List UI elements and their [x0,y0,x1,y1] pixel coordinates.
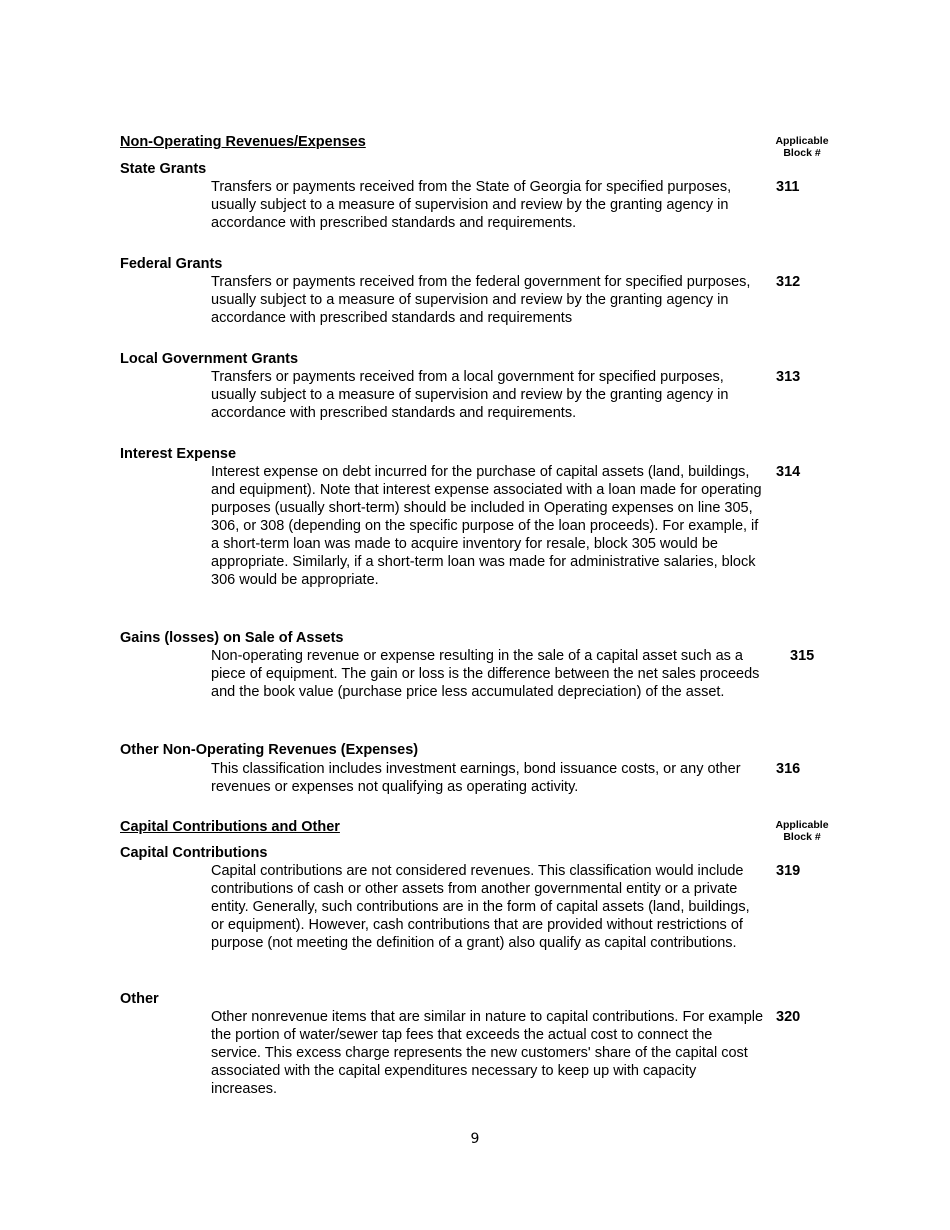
column-header-line2: Block # [783,147,821,159]
block-number-316: 316 [776,761,801,777]
column-header-applicable-block [768,135,836,159]
entry-title-interest-expense: Interest Expense [120,446,237,462]
entry-title-local-government-grants: Local Government Grants [120,351,299,367]
page-number: 9 [470,1131,480,1147]
column-header-applicable-block-2 [768,819,836,843]
entry-text-capital-contributions: Capital contributions are not considered revenues. This classification would include contributions of cash or other assets from another governmental entity or a private entity. Generally, such contributions are in the form of capital assets (land, buildings, or equipment). However, cash contributions that are provided without restrictions of purpose (not meeting the definition of a grant) also qualify as capital contributions. [211,863,750,951]
entry-title-other-non-operating: Other Non-Operating Revenues (Expenses) [120,742,419,758]
entry-text-local-government-grants: Transfers or payments received from a local government for specified purposes, usually subject to a measure of supervision and review by the granting agency in accordance with prescribed standards and requirements. [211,369,729,421]
entry-text-other: Other nonrevenue items that are similar in nature to capital contributions. For example the portion of water/sewer tap fees that exceeds the actual cost to connect the service. This excess charge represents the new customers' share of the capital cost associated with the capital expenditures necessary to keep up with capacity increases. [211,1009,764,1097]
entry-title-state-grants: State Grants [120,161,207,177]
entry-text-state-grants: Transfers or payments received from the State of Georgia for specified purposes, usually subject to a measure of supervision and review by the granting agency in accordance with prescribed standards and requirements. [211,179,732,231]
entry-text-gains-losses: Non-operating revenue or expense resulting in the sale of a capital asset such as a piece of equipment. The gain or loss is the difference between the net sales proceeds and the book value (purchase price less accumulated depreciation) of the asset. [211,648,760,700]
block-number-311: 311 [776,179,800,195]
block-number-312: 312 [776,274,801,290]
entry-title-gains-losses: Gains (losses) on Sale of Assets [120,630,344,646]
entry-text-federal-grants: Transfers or payments received from the federal government for specified purposes, usually subject to a measure of supervision and review by the granting agency in accordance with prescribed standards and requirements [211,274,751,326]
block-number-313: 313 [776,369,801,385]
block-number-319: 319 [776,863,801,879]
entry-text-interest-expense: Interest expense on debt incurred for the purchase of capital assets (land, buildings, and equipment). Note that interest expense associated with a loan made for operating purposes (usually short-term) should be included in Operating expenses on line 305, 306, or 308 (depending on the specific purpose of the loan proceeds). For example, if a short-term loan was made to acquire inventory for resale, block 305 would be appropriate. Similarly, if a short-term loan was made for administrative salaries, block 306 would be appropriate. [211,464,762,588]
entry-title-capital-contributions: Capital Contributions [120,845,268,861]
column-header-line1: Applicable [775,819,829,831]
section-heading-non-operating: Non-Operating Revenues/Expenses [120,134,366,150]
entry-text-other-non-operating: This classification includes investment earnings, bond issuance costs, or any other revenues or expenses not qualifying as operating activity. [211,761,741,795]
block-number-314: 314 [776,464,801,480]
entry-title-federal-grants: Federal Grants [120,256,223,272]
column-header-line2: Block # [783,831,821,843]
entry-title-other: Other [120,991,159,1007]
block-number-320: 320 [776,1009,801,1025]
section-heading-capital-contributions: Capital Contributions and Other [120,819,340,835]
column-header-line1: Applicable [775,135,829,147]
block-number-315: 315 [790,648,815,664]
